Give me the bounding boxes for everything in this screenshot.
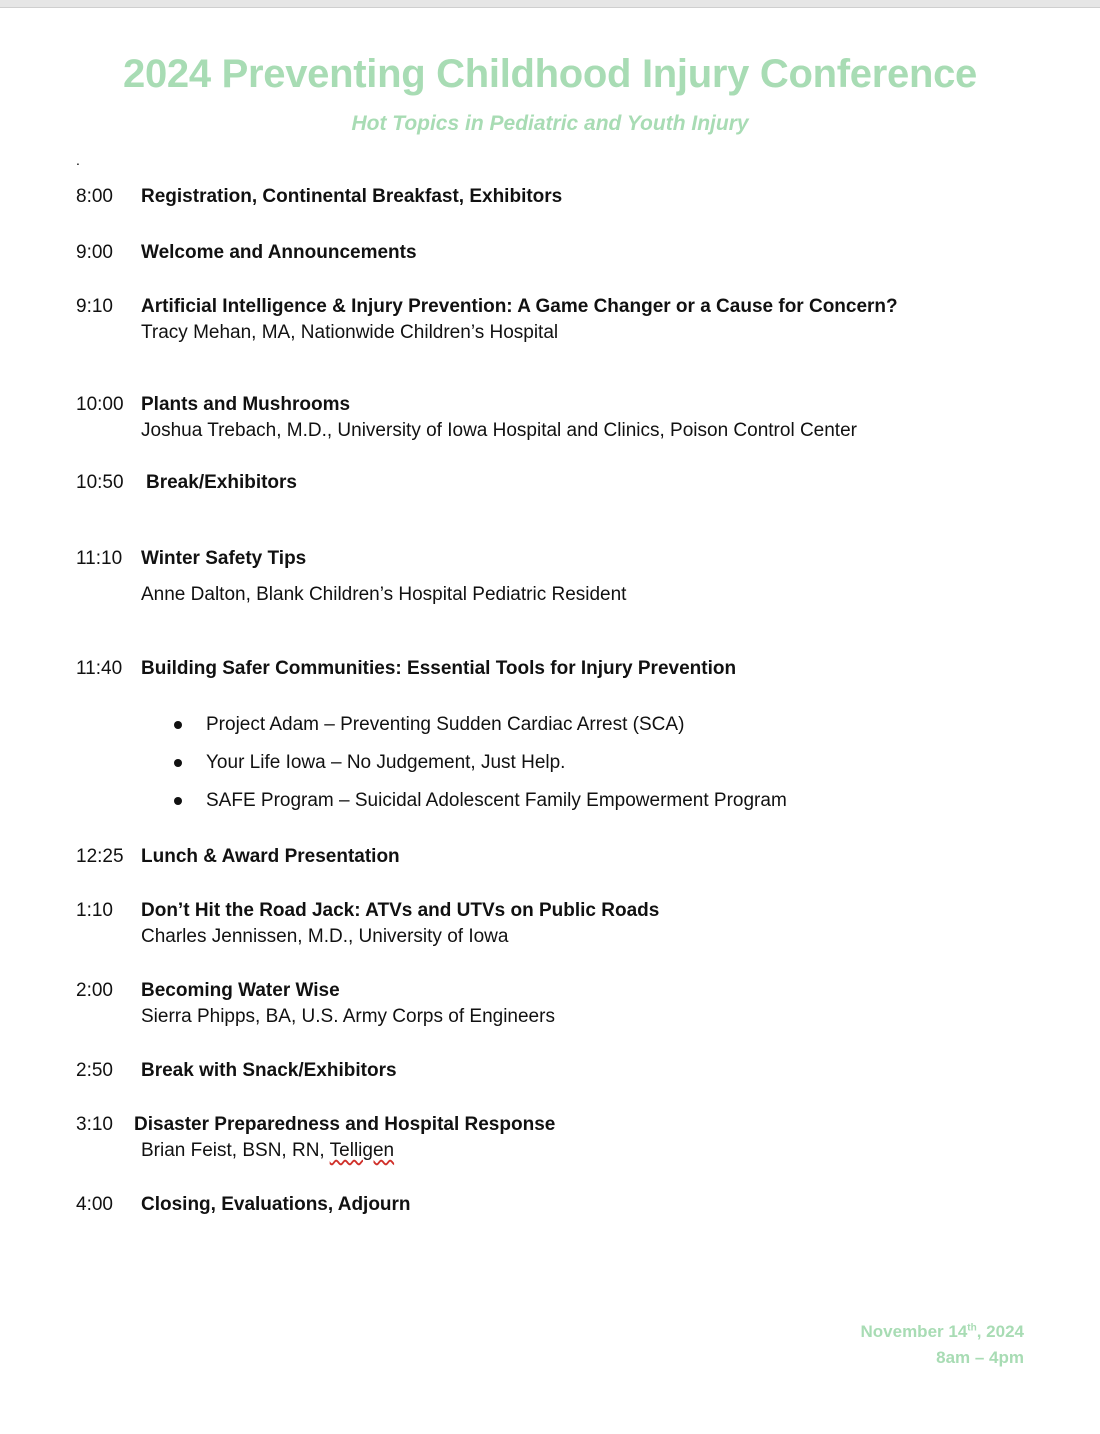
session-title: Closing, Evaluations, Adjourn bbox=[141, 1194, 411, 1215]
session-time: 1:10 bbox=[76, 900, 113, 921]
document-title: 2024 Preventing Childhood Injury Conference bbox=[123, 52, 977, 96]
session-time: 2:00 bbox=[76, 980, 113, 1001]
list-item-text: SAFE Program – Suicidal Adolescent Family Empowerment Program bbox=[206, 790, 787, 811]
session-time: 11:10 bbox=[76, 548, 123, 569]
session-time: 9:10 bbox=[76, 296, 113, 317]
speaker-name: Brian Feist, BSN, RN, bbox=[141, 1140, 330, 1161]
bullet-icon bbox=[174, 797, 182, 805]
session-title: Winter Safety Tips bbox=[141, 548, 307, 569]
list-item-text: Project Adam – Preventing Sudden Cardiac Arrest (SCA) bbox=[206, 714, 685, 735]
document-subtitle: Hot Topics in Pediatric and Youth Injury bbox=[351, 112, 749, 135]
session-speaker: Sierra Phipps, BA, U.S. Army Corps of Engineers bbox=[141, 1006, 555, 1027]
session-time: 10:00 bbox=[76, 394, 124, 415]
session-speaker: Joshua Trebach, M.D., University of Iowa Hospital and Clinics, Poison Control Center bbox=[141, 420, 857, 441]
session-title: Building Safer Communities: Essential Tools for Injury Prevention bbox=[141, 658, 737, 679]
list-item-text: Your Life Iowa – No Judgement, Just Help. bbox=[206, 752, 566, 773]
session-speaker: Anne Dalton, Blank Children’s Hospital Pediatric Resident bbox=[141, 584, 627, 605]
event-date bbox=[861, 1322, 1025, 1342]
session-title: Welcome and Announcements bbox=[141, 242, 417, 263]
session-title: Break/Exhibitors bbox=[146, 472, 297, 493]
session-title: Lunch & Award Presentation bbox=[141, 846, 400, 867]
session-speaker: Charles Jennissen, M.D., University of Iowa bbox=[141, 926, 509, 947]
event-date-year: , 2024 bbox=[976, 1322, 1024, 1341]
event-hours: 8am – 4pm bbox=[936, 1348, 1024, 1367]
bullet-icon bbox=[174, 721, 182, 729]
session-title: Becoming Water Wise bbox=[141, 980, 340, 1001]
session-time: 4:00 bbox=[76, 1194, 113, 1215]
session-time: 3:10 bbox=[76, 1114, 113, 1135]
session-time: 2:50 bbox=[76, 1060, 113, 1081]
event-date-ordinal: th bbox=[967, 1322, 977, 1334]
session-time: 10:50 bbox=[76, 472, 124, 493]
session-title: Artificial Intelligence & Injury Prevention: A Game Changer or a Cause for Concern? bbox=[141, 296, 898, 317]
session-title: Disaster Preparedness and Hospital Response bbox=[134, 1114, 556, 1135]
spellcheck-flagged-word: Telligen bbox=[329, 1140, 395, 1161]
session-title: Plants and Mushrooms bbox=[141, 394, 351, 415]
session-title: Don’t Hit the Road Jack: ATVs and UTVs on Public Roads bbox=[141, 900, 660, 921]
session-time: 12:25 bbox=[76, 846, 124, 867]
session-time: 11:40 bbox=[76, 658, 123, 679]
bullet-icon bbox=[174, 759, 182, 767]
event-date-text: November 14 bbox=[860, 1322, 968, 1341]
session-speaker: Tracy Mehan, MA, Nationwide Children’s Hospital bbox=[141, 322, 559, 343]
session-time: 9:00 bbox=[76, 242, 113, 263]
stray-period: . bbox=[76, 152, 80, 168]
session-title: Break with Snack/Exhibitors bbox=[141, 1060, 397, 1081]
session-title: Registration, Continental Breakfast, Exhibitors bbox=[141, 186, 563, 207]
session-time: 8:00 bbox=[76, 186, 113, 207]
session-speaker bbox=[141, 1138, 394, 1164]
window-top-edge bbox=[0, 0, 1100, 8]
